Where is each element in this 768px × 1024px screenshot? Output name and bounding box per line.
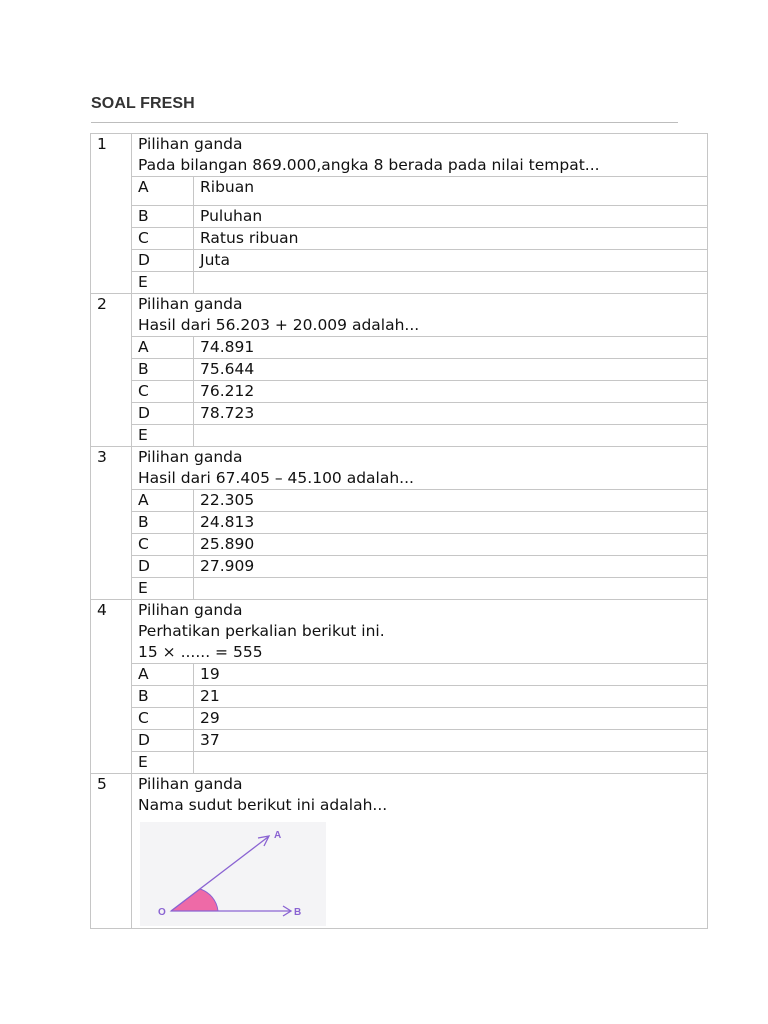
option-row	[91, 730, 708, 752]
option-letter: E	[132, 272, 194, 294]
option-text: 76.212	[194, 381, 708, 403]
question-prompt: Hasil dari 56.203 + 20.009 adalah...	[138, 316, 420, 334]
option-row	[91, 228, 708, 250]
option-row	[91, 381, 708, 403]
option-row	[91, 425, 708, 447]
question-number: 3	[91, 447, 132, 600]
option-letter: D	[132, 403, 194, 425]
option-text: Ribuan	[194, 177, 708, 206]
option-row	[91, 206, 708, 228]
option-text	[194, 425, 708, 447]
option-letter: B	[132, 206, 194, 228]
option-text: 24.813	[194, 512, 708, 534]
option-letter: A	[132, 490, 194, 512]
option-row	[91, 556, 708, 578]
option-letter: E	[132, 425, 194, 447]
ray-oa	[171, 837, 268, 911]
question-body	[132, 134, 708, 177]
option-row	[91, 664, 708, 686]
question-number: 1	[91, 134, 132, 294]
option-row	[91, 578, 708, 600]
question-body	[132, 600, 708, 664]
question-type: Pilihan ganda	[138, 601, 243, 619]
option-text: 25.890	[194, 534, 708, 556]
question-row	[91, 134, 708, 177]
question-prompt: Hasil dari 67.405 – 45.100 adalah...	[138, 469, 414, 487]
option-text: 22.305	[194, 490, 708, 512]
question-prompt: Nama sudut berikut ini adalah...	[138, 796, 388, 814]
option-letter: C	[132, 708, 194, 730]
option-row	[91, 534, 708, 556]
label-ray-b: B	[294, 907, 302, 918]
option-text	[194, 578, 708, 600]
option-row	[91, 403, 708, 425]
option-letter: C	[132, 228, 194, 250]
option-letter: C	[132, 381, 194, 403]
option-letter: A	[132, 664, 194, 686]
option-text: 37	[194, 730, 708, 752]
option-letter: D	[132, 556, 194, 578]
option-letter: C	[132, 534, 194, 556]
question-type: Pilihan ganda	[138, 775, 243, 793]
option-row	[91, 359, 708, 381]
option-row	[91, 272, 708, 294]
option-text: 74.891	[194, 337, 708, 359]
option-letter: E	[132, 578, 194, 600]
option-text: 27.909	[194, 556, 708, 578]
option-text: 21	[194, 686, 708, 708]
question-body	[132, 294, 708, 337]
question-prompt: Pada bilangan 869.000,angka 8 berada pada nilai tempat...	[138, 156, 600, 174]
option-letter: E	[132, 752, 194, 774]
option-row	[91, 337, 708, 359]
option-row	[91, 250, 708, 272]
option-letter: A	[132, 337, 194, 359]
question-type: Pilihan ganda	[138, 135, 243, 153]
option-row	[91, 708, 708, 730]
option-text	[194, 752, 708, 774]
question-number: 2	[91, 294, 132, 447]
question-row	[91, 600, 708, 664]
title-divider	[91, 122, 678, 123]
label-vertex-o: O	[158, 907, 166, 918]
option-text: Ratus ribuan	[194, 228, 708, 250]
question-row	[91, 447, 708, 490]
option-letter: B	[132, 512, 194, 534]
question-type: Pilihan ganda	[138, 295, 243, 313]
question-row	[91, 774, 708, 929]
question-number: 4	[91, 600, 132, 774]
option-row	[91, 490, 708, 512]
option-text: Juta	[194, 250, 708, 272]
quiz-table	[90, 133, 708, 929]
option-letter: B	[132, 359, 194, 381]
option-text: Puluhan	[194, 206, 708, 228]
question-body	[132, 774, 708, 929]
option-row	[91, 512, 708, 534]
question-type: Pilihan ganda	[138, 448, 243, 466]
question-prompt-line: 15 × ...... = 555	[138, 643, 263, 661]
option-text: 19	[194, 664, 708, 686]
option-letter: A	[132, 177, 194, 206]
question-number: 5	[91, 774, 132, 929]
document-title: SOAL FRESH	[91, 95, 195, 112]
angle-figure	[140, 822, 326, 926]
option-letter: B	[132, 686, 194, 708]
option-row	[91, 752, 708, 774]
option-row	[91, 686, 708, 708]
option-text: 29	[194, 708, 708, 730]
angle-diagram	[140, 822, 326, 926]
label-ray-a: A	[274, 830, 282, 841]
option-text	[194, 272, 708, 294]
option-letter: D	[132, 250, 194, 272]
question-body	[132, 447, 708, 490]
option-letter: D	[132, 730, 194, 752]
option-text: 78.723	[194, 403, 708, 425]
question-row	[91, 294, 708, 337]
option-row	[91, 177, 708, 206]
option-text: 75.644	[194, 359, 708, 381]
question-prompt: Perhatikan perkalian berikut ini.	[138, 622, 385, 640]
